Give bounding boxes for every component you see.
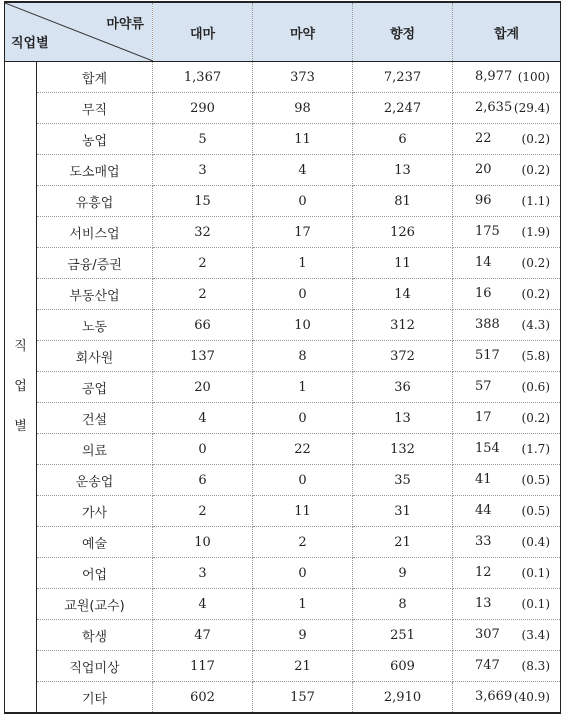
total-value: 41	[475, 472, 492, 487]
narcotics-cell: 373	[253, 62, 353, 93]
psychotropics-cell: 609	[353, 651, 453, 682]
table-row	[5, 124, 561, 155]
total-percent: (0.1)	[521, 597, 550, 611]
cannabis-cell: 117	[153, 651, 253, 682]
narcotics-cell: 17	[253, 217, 353, 248]
total-percent: (0.2)	[521, 256, 550, 270]
total-cell	[453, 155, 561, 186]
cannabis-cell: 6	[153, 465, 253, 496]
psychotropics-cell: 312	[353, 310, 453, 341]
psychotropics-cell: 36	[353, 372, 453, 403]
table-row	[5, 372, 561, 403]
total-value: 2,635	[475, 100, 513, 115]
narcotics-cell: 11	[253, 124, 353, 155]
total-cell	[453, 62, 561, 93]
total-percent: (0.5)	[521, 473, 550, 487]
table-row	[5, 465, 561, 496]
table-row	[5, 620, 561, 651]
narcotics-cell: 1	[253, 589, 353, 620]
total-value: 44	[475, 503, 492, 518]
total-percent: (0.4)	[521, 535, 550, 549]
table-row	[5, 248, 561, 279]
total-cell	[453, 310, 561, 341]
table-row	[5, 682, 561, 714]
table-row	[5, 341, 561, 372]
row-label: 농업	[37, 124, 153, 155]
total-value: 154	[475, 441, 500, 456]
narcotics-cell: 0	[253, 279, 353, 310]
column-header-narcotics: 마약	[253, 2, 353, 62]
narcotics-cell: 98	[253, 93, 353, 124]
row-label: 예술	[37, 527, 153, 558]
total-percent: (0.6)	[521, 380, 550, 394]
narcotics-cell: 2	[253, 527, 353, 558]
column-header-total: 합계	[453, 2, 561, 62]
table-row	[5, 589, 561, 620]
side-label-occupation	[5, 62, 37, 714]
narcotics-cell: 8	[253, 341, 353, 372]
narcotics-cell: 0	[253, 558, 353, 589]
total-cell	[453, 434, 561, 465]
total-cell	[453, 341, 561, 372]
narcotics-cell: 9	[253, 620, 353, 651]
table-row	[5, 62, 561, 93]
cannabis-cell: 4	[153, 403, 253, 434]
total-percent: (1.9)	[521, 225, 550, 239]
corner-header-cell	[5, 2, 153, 62]
psychotropics-cell: 7,237	[353, 62, 453, 93]
row-label: 회사원	[37, 341, 153, 372]
total-cell	[453, 248, 561, 279]
total-cell	[453, 589, 561, 620]
row-label: 기타	[37, 682, 153, 714]
table-row	[5, 155, 561, 186]
row-label: 학생	[37, 620, 153, 651]
narcotics-cell: 4	[253, 155, 353, 186]
total-cell	[453, 403, 561, 434]
table-row	[5, 217, 561, 248]
total-cell	[453, 186, 561, 217]
total-cell	[453, 279, 561, 310]
side-label-char: 업	[14, 379, 27, 394]
total-value: 13	[475, 596, 492, 611]
psychotropics-cell: 132	[353, 434, 453, 465]
total-cell	[453, 372, 561, 403]
psychotropics-cell: 13	[353, 155, 453, 186]
side-label-char: 별	[14, 419, 27, 434]
row-label: 유흥업	[37, 186, 153, 217]
total-value: 96	[475, 193, 492, 208]
row-label: 부동산업	[37, 279, 153, 310]
total-value: 14	[475, 255, 492, 270]
cannabis-cell: 3	[153, 558, 253, 589]
narcotics-cell: 0	[253, 186, 353, 217]
row-label: 무직	[37, 93, 153, 124]
total-percent: (0.5)	[521, 504, 550, 518]
cannabis-cell: 290	[153, 93, 253, 124]
total-value: 20	[475, 162, 492, 177]
psychotropics-cell: 21	[353, 527, 453, 558]
total-value: 22	[475, 131, 492, 146]
cannabis-cell: 47	[153, 620, 253, 651]
total-cell	[453, 558, 561, 589]
narcotics-cell: 1	[253, 248, 353, 279]
row-label: 어업	[37, 558, 153, 589]
row-label: 운송업	[37, 465, 153, 496]
cannabis-cell: 32	[153, 217, 253, 248]
total-value: 8,977	[475, 69, 513, 84]
cannabis-cell: 137	[153, 341, 253, 372]
total-cell	[453, 620, 561, 651]
header-row	[5, 2, 561, 62]
total-value: 16	[475, 286, 492, 301]
total-cell	[453, 465, 561, 496]
narcotics-cell: 21	[253, 651, 353, 682]
cannabis-cell: 20	[153, 372, 253, 403]
corner-bottom-label: 직업별	[11, 36, 49, 51]
table-row	[5, 496, 561, 527]
total-percent: (5.8)	[521, 349, 550, 363]
side-label-char: 직	[14, 339, 27, 354]
table-row	[5, 651, 561, 682]
total-cell	[453, 496, 561, 527]
row-label: 도소매업	[37, 155, 153, 186]
row-label: 노동	[37, 310, 153, 341]
psychotropics-cell: 11	[353, 248, 453, 279]
total-percent: (40.9)	[513, 690, 550, 704]
table-row	[5, 434, 561, 465]
total-percent: (100)	[517, 70, 550, 84]
table-row	[5, 279, 561, 310]
total-percent: (3.4)	[521, 628, 550, 642]
psychotropics-cell: 2,247	[353, 93, 453, 124]
total-percent: (0.2)	[521, 411, 550, 425]
narcotics-cell: 22	[253, 434, 353, 465]
total-percent: (1.1)	[521, 194, 550, 208]
total-value: 3,669	[475, 689, 513, 704]
narcotics-cell: 0	[253, 403, 353, 434]
total-percent: (0.1)	[521, 566, 550, 580]
cannabis-cell: 5	[153, 124, 253, 155]
total-value: 17	[475, 410, 492, 425]
table-row	[5, 527, 561, 558]
narcotics-cell: 0	[253, 465, 353, 496]
total-value: 33	[475, 534, 492, 549]
total-percent: (29.4)	[513, 101, 550, 115]
narcotics-cell: 11	[253, 496, 353, 527]
narcotics-cell: 1	[253, 372, 353, 403]
total-percent: (1.7)	[521, 442, 550, 456]
psychotropics-cell: 6	[353, 124, 453, 155]
corner-top-label: 마약류	[106, 17, 144, 32]
psychotropics-cell: 9	[353, 558, 453, 589]
table-row	[5, 186, 561, 217]
table-row	[5, 93, 561, 124]
cannabis-cell: 0	[153, 434, 253, 465]
narcotics-cell: 10	[253, 310, 353, 341]
cannabis-cell: 602	[153, 682, 253, 714]
psychotropics-cell: 372	[353, 341, 453, 372]
total-percent: (0.2)	[521, 287, 550, 301]
row-label: 서비스업	[37, 217, 153, 248]
total-cell	[453, 93, 561, 124]
total-percent: (8.3)	[521, 659, 550, 673]
row-label: 의료	[37, 434, 153, 465]
total-percent: (0.2)	[521, 163, 550, 177]
total-value: 747	[475, 658, 500, 673]
occupation-drug-table	[4, 1, 561, 714]
column-header-psychotropics: 향정	[353, 2, 453, 62]
total-value: 388	[475, 317, 500, 332]
table-row	[5, 558, 561, 589]
cannabis-cell: 2	[153, 279, 253, 310]
total-value: 57	[475, 379, 492, 394]
psychotropics-cell: 31	[353, 496, 453, 527]
cannabis-cell: 2	[153, 496, 253, 527]
row-label: 합계	[37, 62, 153, 93]
row-label: 건설	[37, 403, 153, 434]
cannabis-cell: 2	[153, 248, 253, 279]
psychotropics-cell: 13	[353, 403, 453, 434]
table-row	[5, 310, 561, 341]
total-percent: (0.2)	[521, 132, 550, 146]
row-label: 교원(교수)	[37, 589, 153, 620]
total-cell	[453, 651, 561, 682]
psychotropics-cell: 8	[353, 589, 453, 620]
total-cell	[453, 527, 561, 558]
psychotropics-cell: 126	[353, 217, 453, 248]
cannabis-cell: 1,367	[153, 62, 253, 93]
psychotropics-cell: 35	[353, 465, 453, 496]
psychotropics-cell: 81	[353, 186, 453, 217]
table-body	[5, 62, 561, 714]
row-label: 가사	[37, 496, 153, 527]
cannabis-cell: 3	[153, 155, 253, 186]
cannabis-cell: 66	[153, 310, 253, 341]
total-percent: (4.3)	[521, 318, 550, 332]
total-cell	[453, 124, 561, 155]
total-value: 175	[475, 224, 500, 239]
total-cell	[453, 217, 561, 248]
table-row	[5, 403, 561, 434]
psychotropics-cell: 2,910	[353, 682, 453, 714]
total-value: 517	[475, 348, 500, 363]
column-header-cannabis: 대마	[153, 2, 253, 62]
row-label: 금융/증권	[37, 248, 153, 279]
cannabis-cell: 15	[153, 186, 253, 217]
cannabis-cell: 4	[153, 589, 253, 620]
cannabis-cell: 10	[153, 527, 253, 558]
psychotropics-cell: 251	[353, 620, 453, 651]
total-value: 307	[475, 627, 500, 642]
psychotropics-cell: 14	[353, 279, 453, 310]
narcotics-cell: 157	[253, 682, 353, 714]
total-value: 12	[475, 565, 492, 580]
total-cell	[453, 682, 561, 714]
row-label: 직업미상	[37, 651, 153, 682]
row-label: 공업	[37, 372, 153, 403]
